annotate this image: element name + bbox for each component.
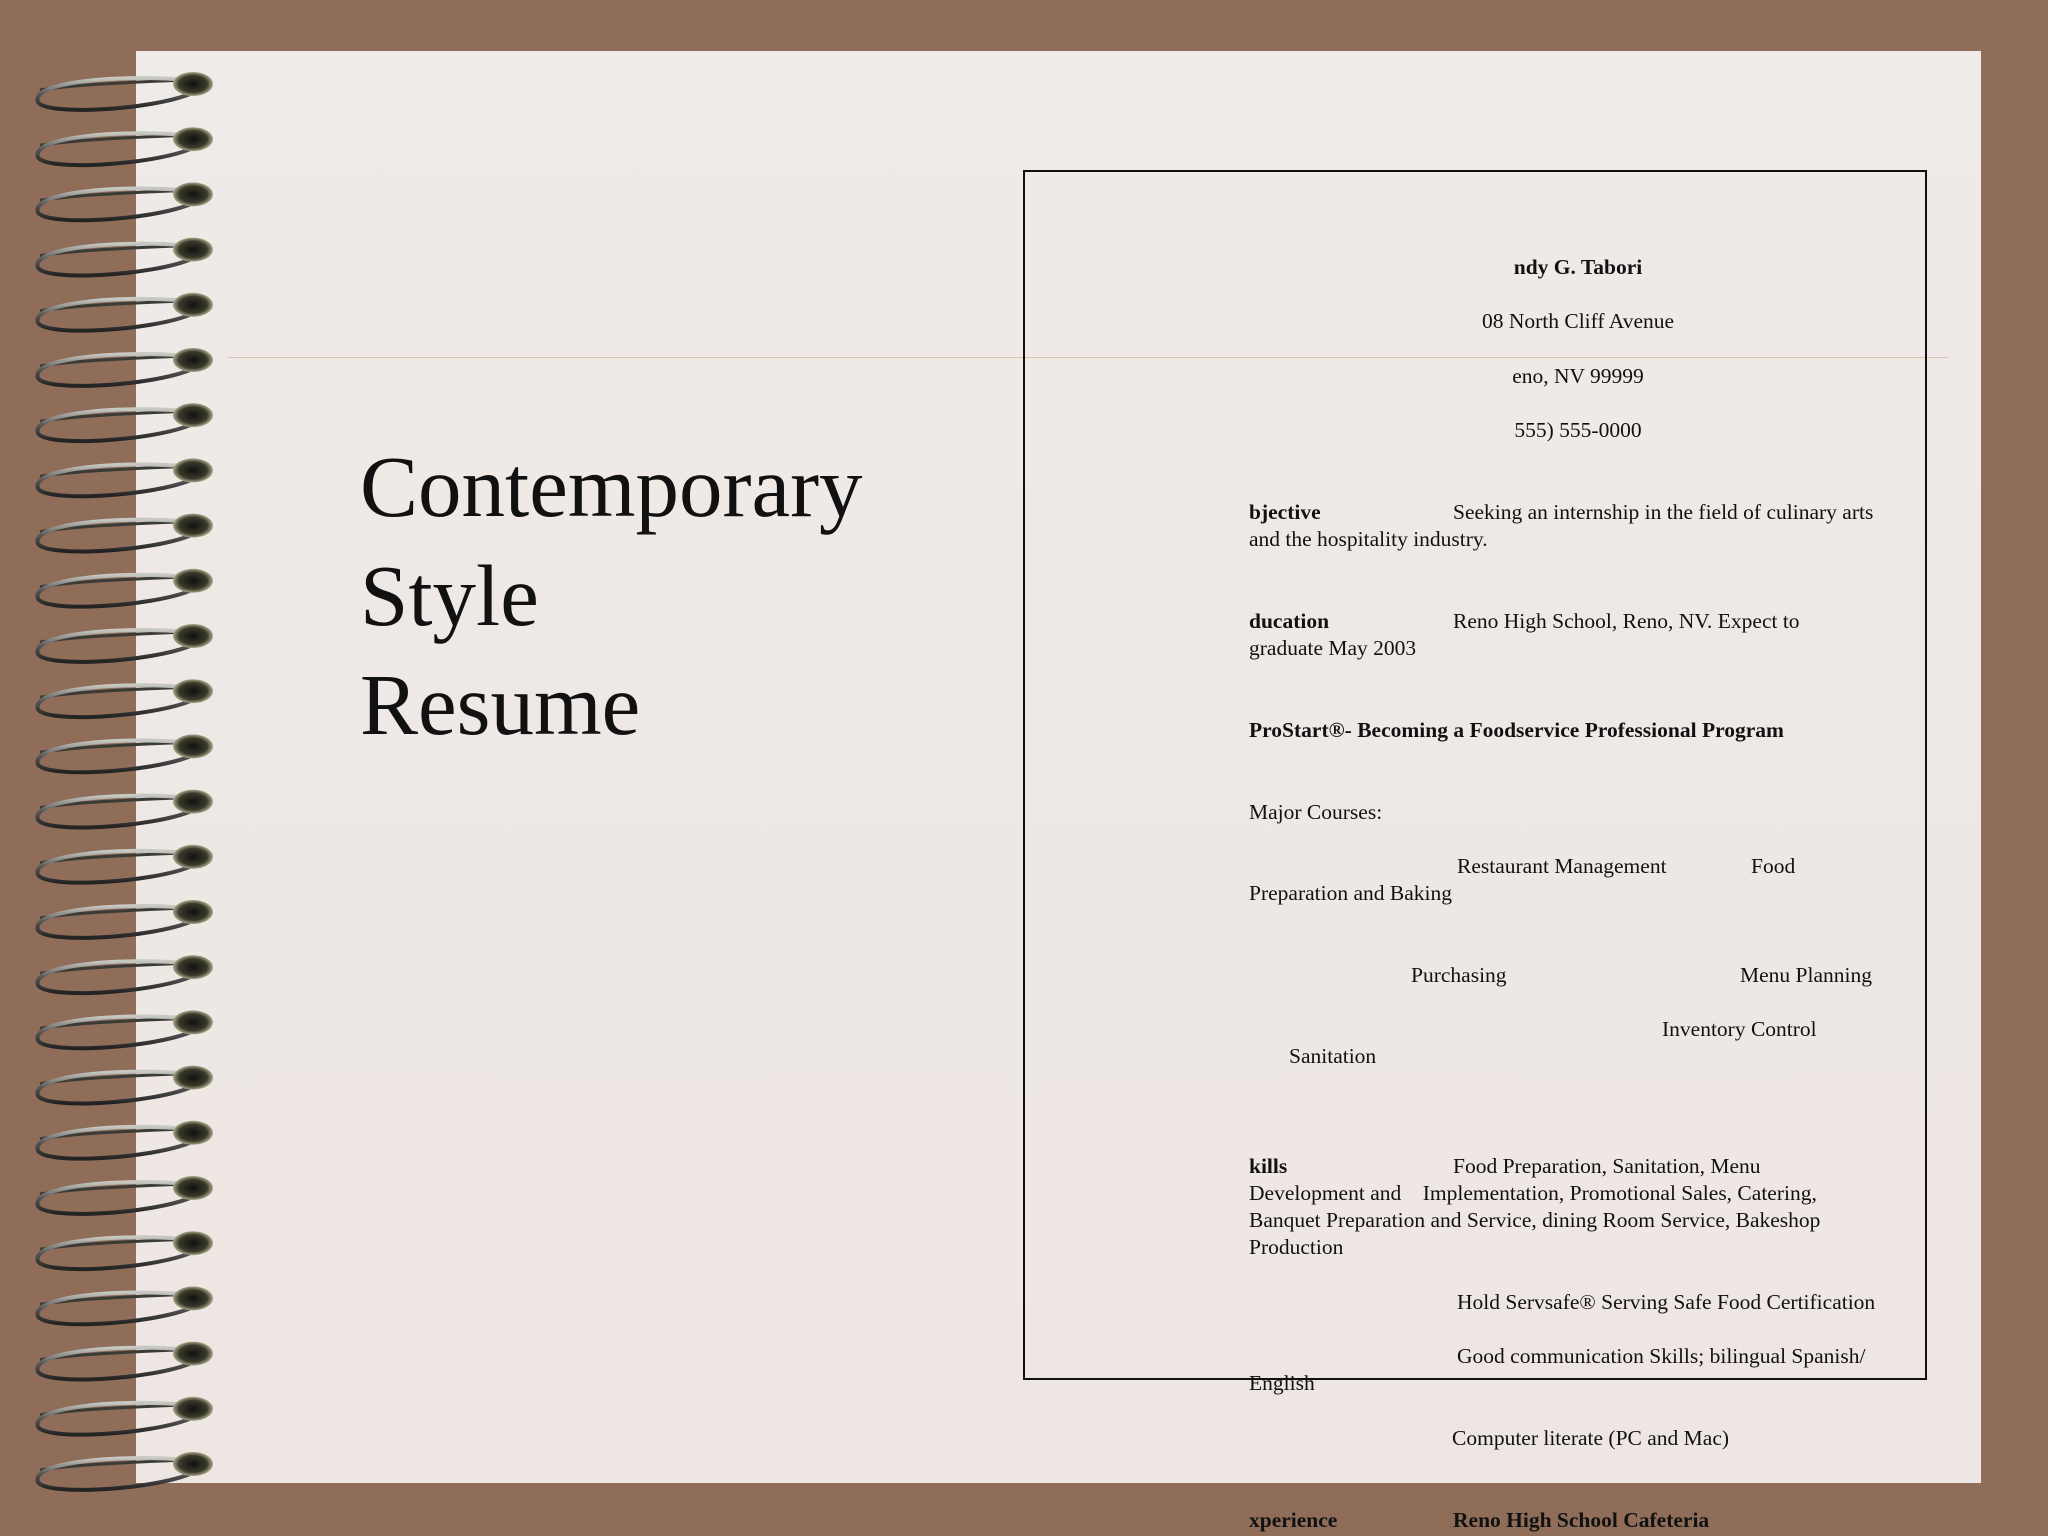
course-menu-planning: Menu Planning [1740, 963, 1872, 987]
spiral-coil [38, 1397, 213, 1435]
spiral-coil [38, 1231, 213, 1269]
spiral-coil [38, 679, 213, 717]
spiral-coil [38, 182, 213, 220]
spiral-coil [38, 72, 213, 110]
spiral-coil [38, 1066, 213, 1104]
spiral-coil [38, 293, 213, 331]
course-restaurant-management: Restaurant Management [1457, 854, 1667, 878]
education-text-2: graduate May 2003 [1249, 636, 1417, 660]
course-sanitation: Sanitation [1289, 1044, 1377, 1068]
skills-computer: Computer literate (PC and Mac) [1452, 1426, 1730, 1450]
spiral-coil [38, 1342, 213, 1380]
skills-text-2: Development and Implementation, Promotional Sales, Catering, [1249, 1181, 1817, 1205]
objective-text-1: Seeking an internship in the field of culinary arts [1453, 500, 1874, 524]
resume-address: 08 North Cliff Avenue [1481, 309, 1675, 333]
spiral-coil [38, 845, 213, 883]
program-title: ProStart®- Becoming a Foodservice Professional Program [1249, 718, 1784, 742]
experience-employer: Reno High School Cafeteria [1453, 1508, 1710, 1532]
spiral-coil [38, 403, 213, 441]
spiral-coil [38, 569, 213, 607]
skills-text-3: Banquet Preparation and Service, dining Room Service, Bakeshop [1249, 1208, 1821, 1232]
spiral-coil [38, 1452, 213, 1490]
skills-communication-cont: English [1249, 1371, 1315, 1395]
skills-certification: Hold Servsafe® Serving Safe Food Certification [1457, 1290, 1876, 1314]
spiral-coil [38, 1121, 213, 1159]
course-food: Food [1751, 854, 1796, 878]
spiral-coil [38, 900, 213, 938]
title-line-1: Contemporary [360, 438, 863, 535]
title-line-2: Style [360, 547, 539, 644]
skills-text-1: Food Preparation, Sanitation, Menu [1453, 1154, 1761, 1178]
spiral-coil [38, 348, 213, 386]
course-food-cont: Preparation and Baking [1249, 881, 1453, 905]
spiral-coil [38, 624, 213, 662]
objective-text-2: and the hospitality industry. [1249, 527, 1488, 551]
resume-name: ndy G. Tabori [1513, 255, 1643, 279]
title-line-3: Resume [360, 656, 641, 753]
spiral-coil [38, 1176, 213, 1214]
resume-phone: 555) 555-0000 [1514, 418, 1642, 442]
spiral-coil [38, 458, 213, 496]
experience-label: xperience [1249, 1508, 1338, 1532]
skills-text-4: Production [1249, 1235, 1344, 1259]
course-inventory-control: Inventory Control [1662, 1017, 1817, 1041]
spiral-coil [38, 790, 213, 828]
spiral-coil [38, 514, 213, 552]
spiral-binding-icon [0, 0, 240, 1536]
spiral-coil [38, 1010, 213, 1048]
spiral-coil [38, 1286, 213, 1324]
spiral-coil [38, 127, 213, 165]
spiral-coil [38, 734, 213, 772]
major-courses-label: Major Courses: [1249, 800, 1383, 824]
objective-label: bjective [1249, 500, 1321, 524]
slide-title [360, 432, 863, 759]
skills-label: kills [1249, 1154, 1288, 1178]
course-purchasing: Purchasing [1411, 963, 1507, 987]
education-label: ducation [1249, 609, 1330, 633]
skills-communication: Good communication Skills; bilingual Spanish/ [1457, 1344, 1866, 1368]
resume-city: eno, NV 99999 [1512, 364, 1644, 388]
spiral-coil [38, 238, 213, 276]
education-text-1: Reno High School, Reno, NV. Expect to [1453, 609, 1800, 633]
spiral-coil [38, 955, 213, 993]
